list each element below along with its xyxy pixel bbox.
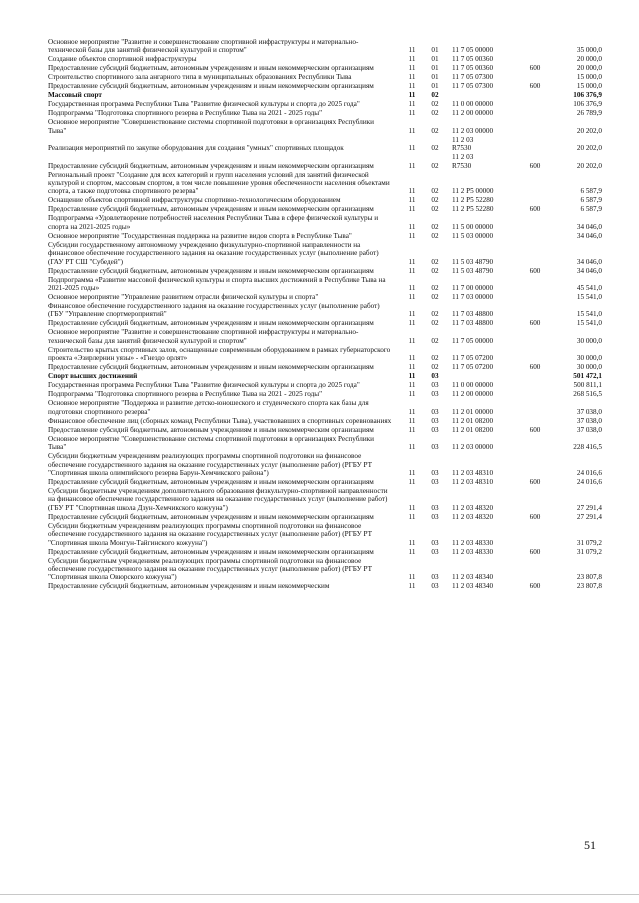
section-code: 11 <box>408 319 416 328</box>
row-name: Субсидии бюджетным учреждениям реализующих программы спортивной подготовки на финансовое обеспечение государственного задания на оказание государственных услуг (выполнение работ) (РГБУ РТ "Спортивная школа олимпийского резерва Барун-Хемчикского района") <box>48 452 373 477</box>
amount: 15 000,0 <box>576 73 602 82</box>
amount: 20 202,0 <box>576 126 602 135</box>
row-name: Основное мероприятие "Совершенствование системы спортивной подготовки в организациях Республики Тыва" <box>48 118 375 135</box>
table-row <box>48 390 602 399</box>
section-code: 11 <box>408 372 416 381</box>
row-name: Региональный проект "Создание для всех категорий и групп населения условий для занятий физической культурой и спортом, массовым спортом, в том числе повышение уровня обеспеченности населения объектами спорта, а также подготовка спортивного резерва" <box>48 170 390 196</box>
target-article-code: 11 7 05 00000 <box>452 46 494 55</box>
amount: 228 416,5 <box>573 443 602 452</box>
subsection-code: 03 <box>431 407 439 416</box>
section-code: 11 <box>408 222 416 231</box>
row-name: Основное мероприятие "Развитие и совершенствование спортивной инфраструктуры и материально-технической базы для занятий физической культурой и спортом" <box>48 328 359 345</box>
subsection-code: 02 <box>431 336 439 345</box>
amount: 23 807,8 <box>576 582 602 591</box>
row-name: Предоставление субсидий бюджетным, автономным учреждениям и иным некоммерческим организациям <box>48 547 374 556</box>
target-article-code: 11 2 03 R7530 <box>452 153 474 170</box>
table-row <box>48 267 602 276</box>
table-row <box>48 241 602 267</box>
target-article-code: 11 7 05 07300 <box>452 82 494 91</box>
target-article-code: 11 7 03 00000 <box>452 293 494 302</box>
row-name: Основное мероприятие "Поддержка и развитие детско-юношеского и студенческого спорта как базы для подготовки спортивного резерва" <box>48 399 369 416</box>
target-article-code: 11 7 00 00000 <box>452 284 494 293</box>
expense-type-code <box>522 100 548 109</box>
expense-type-code <box>522 452 548 478</box>
table-row <box>48 171 602 197</box>
expense-type-code: 600 <box>529 82 541 91</box>
row-name: Предоставление субсидий бюджетным, автономным учреждениям и иным некоммерческим организациям <box>48 512 374 521</box>
amount: 23 807,8 <box>576 573 602 582</box>
row-name: Предоставление субсидий бюджетным, автономным учреждениям и иным некоммерческим организациям <box>48 425 374 434</box>
target-article-code: 11 2 P5 52280 <box>452 196 494 205</box>
section-code: 11 <box>408 425 416 434</box>
table-row <box>48 205 602 214</box>
amount: 31 079,2 <box>576 538 602 547</box>
row-name: Финансовое обеспечение государственного задания на оказание государственных услуг (выполнение работ) (ГБУ "Управление спортмероприятий" <box>48 302 380 319</box>
amount: 20 000,0 <box>576 64 602 73</box>
table-row <box>48 153 602 170</box>
target-article-code: 11 2 03 00000 <box>452 126 494 135</box>
amount: 501 472,1 <box>573 372 602 381</box>
expense-type-code <box>522 417 548 426</box>
section-code: 11 <box>408 196 416 205</box>
section-code: 11 <box>408 468 416 477</box>
table-row <box>48 302 602 319</box>
expense-type-code: 600 <box>529 512 541 521</box>
target-article-code: 11 0 00 00000 <box>452 100 494 109</box>
table-row <box>48 346 602 363</box>
target-article-code: 11 7 05 00000 <box>452 336 494 345</box>
table-row <box>48 73 602 82</box>
expense-type-code <box>522 232 548 241</box>
table-row <box>48 100 602 109</box>
table-row <box>48 478 602 487</box>
table-row <box>48 319 602 328</box>
row-name: Предоставление субсидий бюджетным, автономным учреждениям и иным некоммерческим <box>48 582 330 591</box>
row-name: Предоставление субсидий бюджетным, автономным учреждениям и иным некоммерческим организациям <box>48 64 374 73</box>
row-name: Предоставление субсидий бюджетным, автономным учреждениям и иным некоммерческим организациям <box>48 266 374 275</box>
amount: 37 038,0 <box>576 416 602 425</box>
target-article-code: 11 2 03 48320 <box>452 503 494 512</box>
amount: 31 079,2 <box>576 547 602 556</box>
table-row <box>48 522 602 548</box>
subsection-code: 03 <box>431 582 439 591</box>
expense-type-code: 600 <box>529 205 541 214</box>
section-code: 11 <box>408 538 416 547</box>
scan-edge-line <box>0 894 639 895</box>
subsection-code: 02 <box>431 231 439 240</box>
amount: 24 016,6 <box>576 477 602 486</box>
expense-type-code <box>522 241 548 267</box>
amount: 106 376,9 <box>573 100 602 109</box>
row-name: Реализация мероприятий по закупке оборудования для создания "умных" спортивных площадок <box>48 144 344 153</box>
subsection-code: 01 <box>431 82 439 91</box>
expense-type-code <box>522 346 548 363</box>
table-row <box>48 363 602 372</box>
expense-type-code: 600 <box>529 547 541 556</box>
row-name: Предоставление субсидий бюджетным, автономным учреждениям и иным некоммерческим организациям <box>48 82 374 91</box>
expense-type-code: 600 <box>529 64 541 73</box>
target-article-code: 11 5 00 00000 <box>452 222 494 231</box>
section-code: 11 <box>408 293 416 302</box>
section-code: 11 <box>408 231 416 240</box>
table-row <box>48 582 602 591</box>
subsection-code: 02 <box>431 109 439 118</box>
subsection-code: 03 <box>431 381 439 390</box>
amount: 15 541,0 <box>576 310 602 319</box>
table-row <box>48 513 602 522</box>
section-code: 11 <box>408 547 416 556</box>
expense-type-code <box>522 293 548 302</box>
row-name: Государственная программа Республики Тыва "Развитие физической культуры и спорта до 2025 года" <box>48 100 360 109</box>
amount: 37 038,0 <box>576 407 602 416</box>
table-row <box>48 417 602 426</box>
subsection-code: 03 <box>431 390 439 399</box>
row-name: Предоставление субсидий бюджетным, автономным учреждениям и иным некоммерческим организациям <box>48 319 374 328</box>
subsection-code: 03 <box>431 503 439 512</box>
table-body <box>48 38 602 591</box>
target-article-code: 11 2 03 48340 <box>452 582 494 591</box>
row-name: Предоставление субсидий бюджетным, автономным учреждениям и иным некоммерческим организациям <box>48 363 374 372</box>
section-code: 11 <box>408 100 416 109</box>
target-article-code: 11 2 03 00000 <box>452 443 494 452</box>
target-article-code: 11 2 00 00000 <box>452 109 494 118</box>
section-code: 11 <box>408 284 416 293</box>
table-row <box>48 381 602 390</box>
amount: 24 016,6 <box>576 468 602 477</box>
row-name: Спорт высших достижений <box>48 372 138 381</box>
target-article-code: 11 2 00 00000 <box>452 390 494 399</box>
table-row <box>48 91 602 100</box>
expense-type-code <box>522 38 548 55</box>
subsection-code: 03 <box>431 416 439 425</box>
subsection-code: 03 <box>431 468 439 477</box>
amount: 45 541,0 <box>576 284 602 293</box>
table-row <box>48 55 602 64</box>
amount: 6 587,9 <box>580 196 602 205</box>
amount: 15 000,0 <box>576 82 602 91</box>
amount: 20 202,0 <box>576 161 602 170</box>
table-row <box>48 452 602 478</box>
subsection-code: 01 <box>431 64 439 73</box>
section-code: 11 <box>408 144 416 153</box>
target-article-code: 11 2 03 48340 <box>452 573 494 582</box>
expense-type-code <box>522 522 548 548</box>
section-code: 11 <box>408 187 416 196</box>
table-row <box>48 38 602 55</box>
subsection-code: 02 <box>431 91 439 100</box>
target-article-code: 11 2 P5 00000 <box>452 187 494 196</box>
subsection-code: 02 <box>431 205 439 214</box>
target-article-code: 11 0 00 00000 <box>452 381 494 390</box>
expense-type-code <box>522 557 548 583</box>
section-code: 11 <box>408 381 416 390</box>
section-code: 11 <box>408 205 416 214</box>
target-article-code: 11 7 05 07300 <box>452 73 494 82</box>
row-name: Субсидии государственному автономному учреждению физкультурно-спортивной направленности на финансовое обеспечение государственного задания на оказание государственных услуг (выполнение работ) (ГАУ РТ СШ "Субедей") <box>48 240 379 266</box>
row-name: Строительство крытых спортивных залов, оснащенные современным оборудованием в рамках губернаторского проекта «Эзирлернин уязы» - «Гнездо орлят» <box>48 345 391 363</box>
table-row <box>48 293 602 302</box>
section-code: 11 <box>408 407 416 416</box>
target-article-code <box>446 372 522 381</box>
amount: 20 000,0 <box>576 55 602 64</box>
expense-type-code <box>522 435 548 452</box>
amount: 15 541,0 <box>576 293 602 302</box>
section-code: 11 <box>408 354 416 363</box>
section-code: 11 <box>408 443 416 452</box>
amount: 34 046,0 <box>576 222 602 231</box>
subsection-code: 03 <box>431 573 439 582</box>
row-name: Массовый спорт <box>48 91 102 100</box>
table-row <box>48 196 602 205</box>
row-name: Подпрограмма "Подготовка спортивного резерва в Республике Тыва на 2021 - 2025 годы" <box>48 390 323 399</box>
amount: 34 046,0 <box>576 266 602 275</box>
row-name: Субсидии бюджетным учреждениям реализующих программы спортивной подготовки на финансовое обеспечение государственного задания на оказание государственных услуг (выполнение работ) (РГБУ РТ "Спортивная школа Овюрского кожууна") <box>48 556 373 582</box>
amount: 500 811,1 <box>573 381 602 390</box>
target-article-code <box>446 91 522 100</box>
subsection-code: 02 <box>431 196 439 205</box>
row-name: Предоставление субсидий бюджетным, автономным учреждениям и иным некоммерческим организациям <box>48 161 374 170</box>
section-code: 11 <box>408 582 416 591</box>
section-code: 11 <box>408 390 416 399</box>
table-row <box>48 109 602 118</box>
target-article-code: 11 2 03 48320 <box>452 512 494 521</box>
amount: 6 587,9 <box>580 187 602 196</box>
expense-type-code: 600 <box>529 582 541 591</box>
expense-type-code: 600 <box>529 319 541 328</box>
expense-type-code <box>522 390 548 399</box>
target-article-code: 11 7 05 00360 <box>452 64 494 73</box>
subsection-code: 02 <box>431 144 439 153</box>
expense-type-code <box>522 302 548 319</box>
target-article-code: 11 2 01 08200 <box>452 416 494 425</box>
amount: 34 046,0 <box>576 257 602 266</box>
amount: 20 202,0 <box>576 144 602 153</box>
expense-type-code: 600 <box>529 425 541 434</box>
target-article-code: 11 2 03 48310 <box>452 477 494 486</box>
budget-table <box>48 38 602 591</box>
subsection-code: 02 <box>431 319 439 328</box>
row-name: Основное мероприятие "Совершенствование системы спортивной подготовки в организациях Республики Тыва" <box>48 434 375 452</box>
expense-type-code <box>522 91 548 100</box>
section-code: 11 <box>408 64 416 73</box>
expense-type-code <box>522 118 548 135</box>
subsection-code: 03 <box>431 547 439 556</box>
subsection-code: 03 <box>431 425 439 434</box>
subsection-code: 02 <box>431 161 439 170</box>
row-name: Строительство спортивного зала ангарного типа в муниципальных образованиях Республики Тыва <box>48 73 352 82</box>
subsection-code: 01 <box>431 46 439 55</box>
expense-type-code <box>522 381 548 390</box>
target-article-code: 11 2 P5 52280 <box>452 205 494 214</box>
table-row <box>48 136 602 153</box>
subsection-code: 02 <box>431 284 439 293</box>
expense-type-code <box>522 136 548 153</box>
row-name: Основное мероприятие "Развитие и совершенствование спортивной инфраструктуры и материально-технической базы для занятий физической культурой и спортом" <box>48 38 359 55</box>
target-article-code: 11 7 05 00360 <box>452 55 494 64</box>
section-code: 11 <box>408 573 416 582</box>
subsection-code: 03 <box>431 372 439 381</box>
expense-type-code <box>522 73 548 82</box>
page-number: 51 <box>584 838 596 852</box>
row-name: Субсидии бюджетным учреждениям реализующих программы спортивной подготовки на финансовое обеспечение государственного задания на оказание государственных услуг (выполнение работ) (РГБУ РТ "Спортивная школа Монгун-Тайгинского кожууна") <box>48 521 373 547</box>
row-name: Создание объектов спортивной инфраструктуры <box>48 55 197 64</box>
subsection-code: 02 <box>431 363 439 372</box>
target-article-code: 11 2 03 48330 <box>452 538 494 547</box>
subsection-code: 01 <box>431 73 439 82</box>
expense-type-code <box>522 276 548 293</box>
amount: 30 000,0 <box>576 363 602 372</box>
section-code: 11 <box>408 91 416 100</box>
amount: 27 291,4 <box>576 503 602 512</box>
table-row <box>48 548 602 557</box>
subsection-code: 02 <box>431 222 439 231</box>
expense-type-code <box>522 214 548 231</box>
target-article-code: 11 5 03 48790 <box>452 266 494 275</box>
row-name: Основное мероприятие "Управление развитием отрасли физической культуры и спорта" <box>48 293 319 302</box>
subsection-code: 02 <box>431 100 439 109</box>
target-article-code: 11 2 03 R7530 <box>452 135 474 153</box>
table-row <box>48 372 602 381</box>
expense-type-code: 600 <box>529 161 541 170</box>
amount: 26 789,9 <box>576 109 602 118</box>
expense-type-code <box>522 328 548 345</box>
target-article-code: 11 5 03 48790 <box>452 257 494 266</box>
section-code: 11 <box>408 416 416 425</box>
target-article-code: 11 2 03 48330 <box>452 547 494 556</box>
section-code: 11 <box>408 266 416 275</box>
table-row <box>48 214 602 231</box>
table-row <box>48 232 602 241</box>
row-name: Основное мероприятие "Государственная поддержка на развитие видов спорта в Республике Тыва" <box>48 231 352 240</box>
target-article-code: 11 7 03 48800 <box>452 319 494 328</box>
section-code: 11 <box>408 82 416 91</box>
row-name: Подпрограмма "Подготовка спортивного резерва в Республике Тыва на 2021 - 2025 годы" <box>48 109 323 118</box>
expense-type-code <box>522 399 548 416</box>
subsection-code: 02 <box>431 266 439 275</box>
section-code: 11 <box>408 46 416 55</box>
target-article-code: 11 2 01 00000 <box>452 407 494 416</box>
amount: 35 000,0 <box>576 46 602 55</box>
table-row <box>48 435 602 452</box>
expense-type-code <box>522 109 548 118</box>
expense-type-code <box>522 196 548 205</box>
subsection-code: 03 <box>431 477 439 486</box>
row-name: Субсидии бюджетным учреждениям дополнительного образования физкультурно-спортивной направленности на финансовое обеспечение государственного задания на оказание государственных услуг (выполнение работ) (ГБУ РТ "Спортивная школа Дзун-Хемчикского кожууна") <box>48 486 388 512</box>
subsection-code: 02 <box>431 354 439 363</box>
section-code: 11 <box>408 55 416 64</box>
target-article-code: 11 2 03 48310 <box>452 468 494 477</box>
row-name: Оснащение объектов спортивной инфраструктуры спортивно-технологическим оборудованием <box>48 196 341 205</box>
row-name: Государственная программа Республики Тыва "Развитие физической культуры и спорта до 2025 года" <box>48 381 360 390</box>
expense-type-code <box>522 55 548 64</box>
target-article-code: 11 5 03 00000 <box>452 231 494 240</box>
amount: 15 541,0 <box>576 319 602 328</box>
subsection-code: 01 <box>431 55 439 64</box>
section-code: 11 <box>408 109 416 118</box>
section-code: 11 <box>408 257 416 266</box>
table-row <box>48 328 602 345</box>
section-code: 11 <box>408 161 416 170</box>
subsection-code: 02 <box>431 187 439 196</box>
subsection-code: 03 <box>431 443 439 452</box>
table-row <box>48 557 602 583</box>
amount: 30 000,0 <box>576 354 602 363</box>
amount: 37 038,0 <box>576 425 602 434</box>
target-article-code: 11 7 05 07200 <box>452 354 494 363</box>
amount: 6 587,9 <box>580 205 602 214</box>
target-article-code: 11 7 05 07200 <box>452 363 494 372</box>
subsection-code: 02 <box>431 257 439 266</box>
section-code: 11 <box>408 73 416 82</box>
subsection-code: 03 <box>431 538 439 547</box>
row-name: Предоставление субсидий бюджетным, автономным учреждениям и иным некоммерческим организациям <box>48 205 374 214</box>
amount: 106 376,9 <box>573 91 602 100</box>
expense-type-code <box>522 372 548 381</box>
section-code: 11 <box>408 336 416 345</box>
expense-type-code: 600 <box>529 266 541 275</box>
table-row <box>48 399 602 416</box>
row-name: Финансовое обеспечение лиц (сборных команд Республики Тыва), участвовавших в спортивных соревнованиях <box>48 416 392 425</box>
amount: 268 516,5 <box>573 390 602 399</box>
table-row <box>48 64 602 73</box>
table-row <box>48 118 602 135</box>
section-code: 11 <box>408 503 416 512</box>
section-code: 11 <box>408 310 416 319</box>
target-article-code: 11 7 03 48800 <box>452 310 494 319</box>
row-name: Подпрограмма «Развитие массовой физической культуры и спорта высших достижений в Республике Тыва на 2021-2025 годы» <box>48 275 386 293</box>
amount: 34 046,0 <box>576 231 602 240</box>
amount: 27 291,4 <box>576 512 602 521</box>
table-row <box>48 487 602 513</box>
section-code: 11 <box>408 126 416 135</box>
table-row <box>48 276 602 293</box>
subsection-code: 02 <box>431 310 439 319</box>
subsection-code: 02 <box>431 126 439 135</box>
section-code: 11 <box>408 363 416 372</box>
expense-type-code <box>522 487 548 513</box>
table-row <box>48 82 602 91</box>
section-code: 11 <box>408 477 416 486</box>
section-code: 11 <box>408 512 416 521</box>
subsection-code: 02 <box>431 293 439 302</box>
amount: 30 000,0 <box>576 336 602 345</box>
row-name: Предоставление субсидий бюджетным, автономным учреждениям и иным некоммерческим организациям <box>48 477 374 486</box>
target-article-code: 11 2 01 08200 <box>452 425 494 434</box>
expense-type-code: 600 <box>529 363 541 372</box>
table-row <box>48 426 602 435</box>
row-name: Подпрограмма «Удовлетворение потребностей населения Республики Тыва в сфере физической культуры и спорта на 2021-2025 годы» <box>48 214 379 231</box>
expense-type-code: 600 <box>529 477 541 486</box>
subsection-code: 03 <box>431 512 439 521</box>
expense-type-code <box>522 171 548 197</box>
